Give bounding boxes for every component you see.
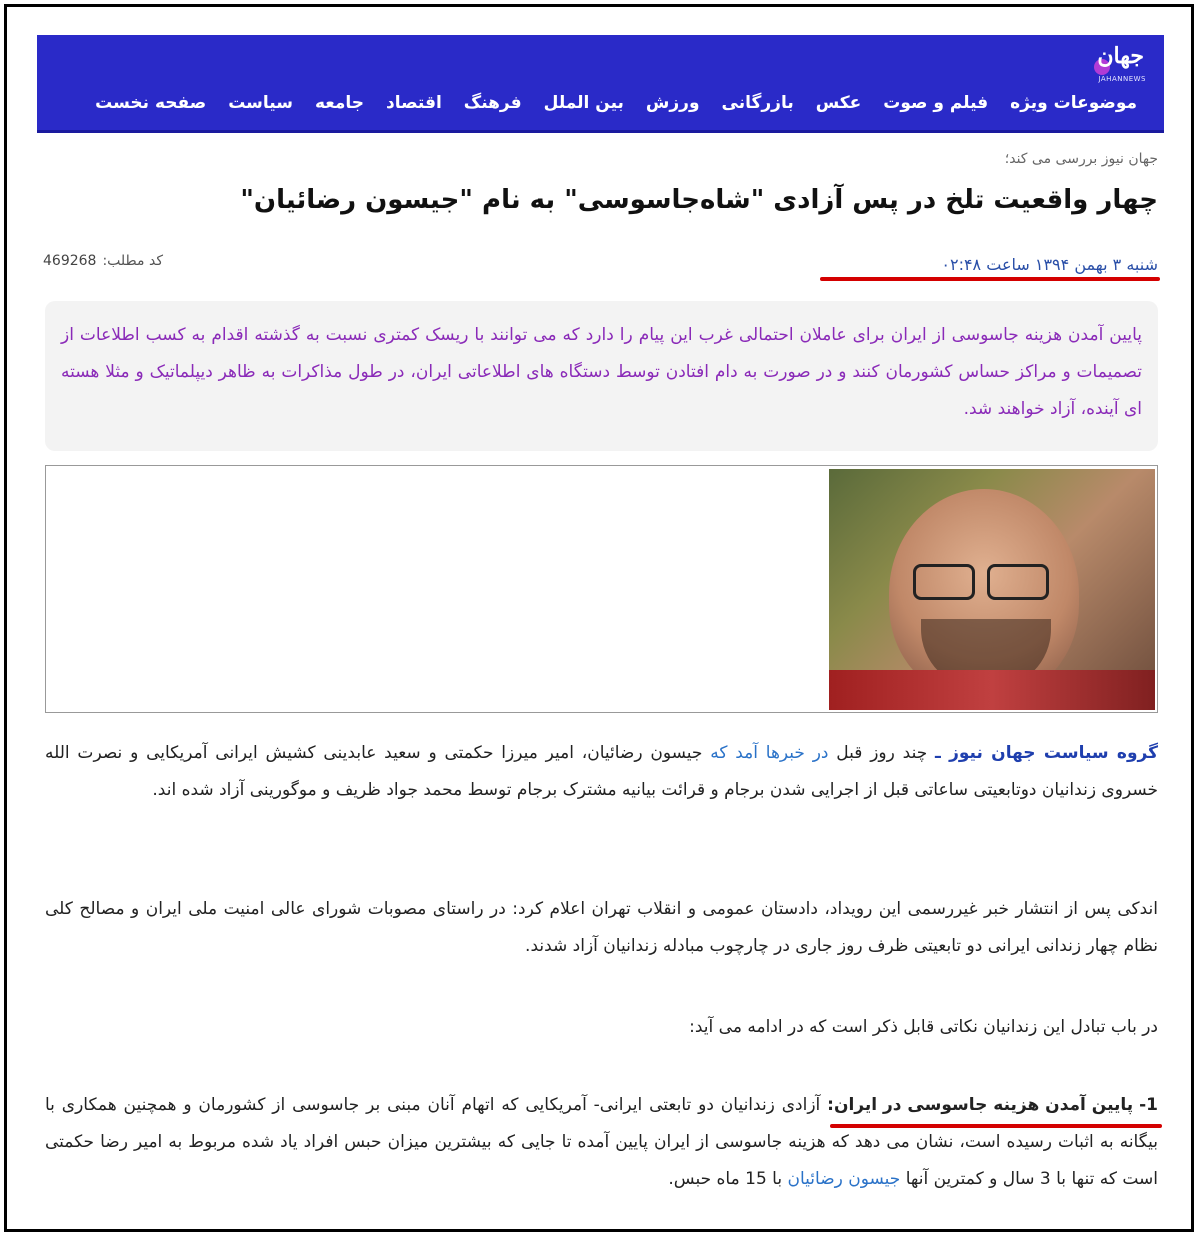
subhead-1 bbox=[827, 1087, 1158, 1124]
paragraph-4 bbox=[45, 1087, 1158, 1198]
paragraph-4-text-b: با 15 ماه حبس. bbox=[668, 1169, 788, 1189]
photo-glasses-right bbox=[987, 564, 1049, 600]
logo-subtext: JAHANNEWS bbox=[1098, 75, 1146, 83]
subhead-1-text: 1- پایین آمدن هزینه جاسوسی در ایران: bbox=[827, 1095, 1158, 1115]
paragraph-1-text-b: جیسون رضائیان، امیر میرزا حکمتی و سعید عابدینی کشیش ایرانی آمریکایی و نصرت الله خسروی زندانیان دوتابعیتی ساعاتی قبل از اجرایی شدن برجام و قرائت بیانیه مشترک برجام توسط محمد جواد ظریف و موگورینی آزاد شده اند. bbox=[45, 743, 1158, 800]
paragraph-2: اندکی پس از انتشار خبر غیررسمی این رویداد، دادستان عمومی و انقلاب تهران اعلام کرد: در راستای مصوبات شورای عالی امنیت ملی ایران و مصالح کلی نظام چهار زندانی ایرانی دو تابعیتی ظرف روز جاری در چارچوب مبادله زندانیان آزاد شدند. bbox=[45, 899, 1158, 956]
photo-glasses-left bbox=[913, 564, 975, 600]
site-logo[interactable] bbox=[1090, 39, 1150, 89]
brand-byline: گروه سیاست جهان نیوز ـ bbox=[935, 743, 1158, 763]
article-title: چهار واقعیت تلخ در پس آزادی "شاه‌جاسوسی" به نام "جیسون رضائیان" bbox=[240, 185, 1158, 215]
nav-item-politics[interactable]: سیاست bbox=[228, 93, 293, 113]
nav-item-sports[interactable]: ورزش bbox=[645, 93, 700, 113]
logo-text: جهان bbox=[1097, 43, 1144, 69]
nav-item-culture[interactable]: فرهنگ bbox=[463, 93, 522, 113]
nav-item-video-audio[interactable]: فیلم و صوت bbox=[883, 93, 989, 113]
jason-rezaian-link[interactable]: جیسون رضائیان bbox=[787, 1169, 901, 1189]
article-date: شنبه ۳ بهمن ۱۳۹۴ ساعت ۰۲:۴۸ bbox=[941, 255, 1158, 274]
paragraph-3: در باب تبادل این زندانیان نکاتی قابل ذکر است که در ادامه می آید: bbox=[689, 1017, 1158, 1037]
article-meta bbox=[43, 253, 1158, 283]
article-photo[interactable] bbox=[829, 469, 1155, 710]
nav-item-international[interactable]: بین الملل bbox=[543, 93, 624, 113]
article-code-label: کد مطلب: bbox=[102, 253, 163, 269]
nav-item-home[interactable]: صفحه نخست bbox=[95, 93, 207, 113]
article-kicker: جهان نیوز بررسی می کند؛ bbox=[1004, 151, 1158, 167]
page-frame bbox=[4, 4, 1194, 1232]
nav-item-commerce[interactable]: بازرگانی bbox=[721, 93, 794, 113]
nav-item-special-topics[interactable]: موضوعات ویژه bbox=[1010, 93, 1137, 113]
photo-shirt bbox=[829, 670, 1155, 710]
nav-item-economy[interactable]: اقتصاد bbox=[386, 93, 442, 113]
news-link[interactable]: در خبرها آمد که bbox=[710, 743, 829, 763]
date-highlight-underline bbox=[820, 277, 1160, 281]
nav-item-photo[interactable]: عکس bbox=[815, 93, 862, 113]
main-nav bbox=[84, 93, 1148, 113]
subhead-highlight-underline bbox=[830, 1124, 1162, 1128]
article-image-box bbox=[45, 465, 1158, 713]
paragraph-1-text-a: چند روز قبل bbox=[828, 743, 935, 763]
nav-item-society[interactable]: جامعه bbox=[314, 93, 365, 113]
paragraph-1 bbox=[45, 735, 1158, 809]
article-lead: پایین آمدن هزینه جاسوسی از ایران برای عاملان احتمالی غرب این پیام را دارد که می توانند با ریسک کمتری نسبت به گذشته اقدام به کسب اطلاعات از تصمیمات و مراکز حساس کشورمان کنند و در صورت به دام افتادن توسط دستگاه های اطلاعاتی ایران، در طول مذاکرات به ظاهر دیپلماتیک و مثلا هسته ای آینده، آزاد خواهند شد. bbox=[45, 301, 1158, 451]
paragraph-4-text-a: آزادی زندانیان دو تابعتی ایرانی- آمریکایی که اتهام آنان مبنی بر جاسوسی از کشورمان و همچنین همکاری با بیگانه به اثبات رسیده است، نشان می دهد که هزینه جاسوسی از ایران پایین آمده تا جایی که بیشترین میزان حبس افراد یاد شده مربوط به امیر رضا حکمتی است که تنها با 3 سال و کمترین آنها bbox=[45, 1095, 1158, 1189]
article-code bbox=[43, 253, 163, 269]
article-code-value: 469268 bbox=[43, 253, 97, 269]
site-header bbox=[37, 35, 1164, 133]
